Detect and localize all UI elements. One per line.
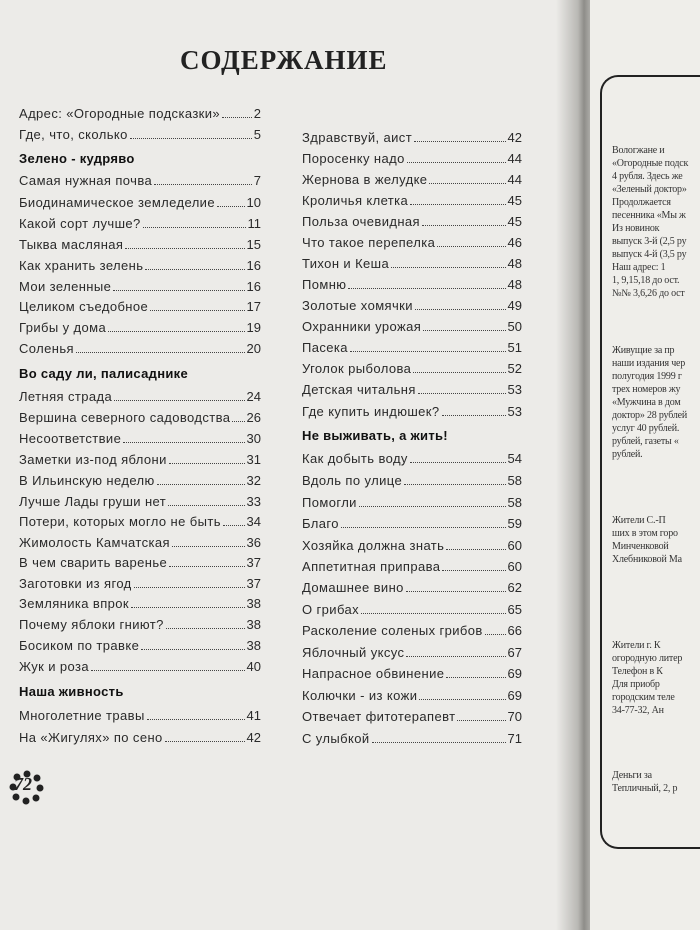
right-page-text: «Огородные подск <box>612 158 689 169</box>
right-page-text: песенника «Мы ж <box>612 210 686 221</box>
toc-entry[interactable]: На «Жигулях» по сено 42 <box>19 730 261 745</box>
toc-entry[interactable]: Помню 48 <box>302 277 522 292</box>
toc-entry[interactable]: О грибах 65 <box>302 602 522 617</box>
right-page-text: Деньги за <box>612 770 652 781</box>
toc-entry[interactable]: Аппетитная приправа 60 <box>302 559 522 574</box>
toc-entry[interactable]: Летняя страда 24 <box>19 389 261 404</box>
right-page-text: трех номеров жу <box>612 384 681 395</box>
toc-entry[interactable]: Вдоль по улице 58 <box>302 473 522 488</box>
right-page-text: огородную литер <box>612 653 683 664</box>
toc-entry[interactable]: Босиком по травке 38 <box>19 638 261 653</box>
right-page-text: выпуск 4-й (3,5 ру <box>612 249 687 260</box>
toc-entry[interactable]: Потери, которых могло не быть 34 <box>19 514 261 529</box>
right-page-text: «Мужчина в дом <box>612 397 681 408</box>
toc-entry[interactable]: Грибы у дома 19 <box>19 320 261 335</box>
toc-entry[interactable]: Польза очевидная 45 <box>302 214 522 229</box>
toc-entry[interactable]: Пасека 51 <box>302 340 522 355</box>
toc-entry[interactable]: Вершина северного садоводства 26 <box>19 410 261 425</box>
right-page-text: Тепличный, 2, р <box>612 783 678 794</box>
toc-entry[interactable]: Какой сорт лучше? 11 <box>19 216 261 231</box>
toc-entry[interactable]: Жимолость Камчатская 36 <box>19 535 261 550</box>
toc-entry[interactable]: Золотые хомячки 49 <box>302 298 522 313</box>
right-page-text: рублей. <box>612 449 643 460</box>
toc-entry[interactable]: Биодинамическое земледелие 10 <box>19 195 261 210</box>
right-page-text: доктор» 28 рублей <box>612 410 688 421</box>
toc-entry[interactable]: Целиком съедобное 17 <box>19 299 261 314</box>
right-page-text: полугодия 1999 г <box>612 371 682 382</box>
right-page-text: 1, 9,15,18 до ост. <box>612 275 680 286</box>
toc-entry[interactable]: Жернова в желудке 44 <box>302 172 522 187</box>
right-page-text: Телефон в К <box>612 666 663 677</box>
toc-entry[interactable]: Где, что, сколько 5 <box>19 127 261 142</box>
toc-entry[interactable]: Кроличья клетка 45 <box>302 193 522 208</box>
toc-entry[interactable]: С улыбкой 71 <box>302 731 522 746</box>
right-page-text: 34-77-32, Ан <box>612 705 664 716</box>
toc-entry[interactable]: Земляника впрок 38 <box>19 596 261 611</box>
toc-entry[interactable]: Мои зеленные 16 <box>19 279 261 294</box>
right-page-text: выпуск 3-й (2,5 ру <box>612 236 687 247</box>
toc-entry[interactable]: Заметки из-под яблони 31 <box>19 452 261 467</box>
toc-entry[interactable]: Многолетние травы 41 <box>19 708 261 723</box>
right-page-text: ших в этом горо <box>612 528 678 539</box>
toc-entry[interactable]: Детская читальня 53 <box>302 382 522 397</box>
toc-entry[interactable]: Заготовки из ягод 37 <box>19 576 261 591</box>
right-page-text: Жители г. К <box>612 640 661 651</box>
right-page-text: городским теле <box>612 692 675 703</box>
toc-entry[interactable]: В чем сварить варенье 37 <box>19 555 261 570</box>
toc-entry[interactable]: Что такое перепелка 46 <box>302 235 522 250</box>
right-page-text: наши издания чер <box>612 358 686 369</box>
right-page-text: «Зеленый доктор» <box>612 184 687 195</box>
toc-entry[interactable]: В Ильинскую неделю 32 <box>19 473 261 488</box>
right-page-text: Наш адрес: 1 <box>612 262 666 273</box>
right-page-text: рублей, газеты « <box>612 436 679 447</box>
right-page-text: 4 рубля. Здесь же <box>612 171 683 182</box>
toc-entry[interactable]: Почему яблоки гниют? 38 <box>19 617 261 632</box>
toc-entry[interactable]: Поросенку надо 44 <box>302 151 522 166</box>
toc-entry[interactable]: Как добыть воду 54 <box>302 451 522 466</box>
right-page-text: услуг 40 рублей. <box>612 423 680 434</box>
right-page-text: Жители С.-П <box>612 515 666 526</box>
toc-entry[interactable]: Благо 59 <box>302 516 522 531</box>
right-page-text: Минченковой <box>612 541 669 552</box>
toc-entry[interactable]: Лучше Лады груши нет 33 <box>19 494 261 509</box>
toc-entry[interactable]: Здравствуй, аист 42 <box>302 130 522 145</box>
toc-entry[interactable]: Соленья 20 <box>19 341 261 356</box>
toc-entry[interactable]: Колючки - из кожи 69 <box>302 688 522 703</box>
toc-entry[interactable]: Где купить индюшек? 53 <box>302 404 522 419</box>
toc-entry[interactable]: Уголок рыболова 52 <box>302 361 522 376</box>
toc-entry[interactable]: Охранники урожая 50 <box>302 319 522 334</box>
toc-entry[interactable]: Напрасное обвинение 69 <box>302 666 522 681</box>
right-page-text: Хлебниковой Ма <box>612 554 682 565</box>
toc-entry[interactable]: Хозяйка должна знать 60 <box>302 538 522 553</box>
toc-entry[interactable]: Тыква масляная 15 <box>19 237 261 252</box>
page-title: СОДЕРЖАНИЕ <box>180 45 388 75</box>
page-number: 72 <box>14 774 32 794</box>
right-page-text: Продолжается <box>612 197 671 208</box>
right-page-text: Вологжане и <box>612 145 665 156</box>
toc-entry[interactable]: Самая нужная почва 7 <box>19 173 261 188</box>
toc-entry[interactable]: Адрес: «Огородные подсказки» 2 <box>19 106 261 121</box>
toc-entry[interactable]: Жук и роза 40 <box>19 659 261 674</box>
section-heading: Наша живность <box>19 684 124 699</box>
toc-entry[interactable]: Помогли 58 <box>302 495 522 510</box>
section-heading: Зелено - кудряво <box>19 151 135 166</box>
right-page-text: Живущие за пр <box>612 345 675 356</box>
section-heading: Не выживать, а жить! <box>302 428 448 443</box>
toc-entry[interactable]: Расколение соленых грибов 66 <box>302 623 522 638</box>
toc-entry[interactable]: Несоответствие 30 <box>19 431 261 446</box>
right-page-text: Для приобр <box>612 679 660 690</box>
toc-entry[interactable]: Тихон и Кеша 48 <box>302 256 522 271</box>
toc-entry[interactable]: Отвечает фитотерапевт 70 <box>302 709 522 724</box>
toc-entry[interactable]: Яблочный уксус 67 <box>302 645 522 660</box>
toc-entry[interactable]: Как хранить зелень 16 <box>19 258 261 273</box>
right-page-text: №№ 3,6,26 до ост <box>612 288 685 299</box>
section-heading: Во саду ли, палисаднике <box>19 366 188 381</box>
right-page-text: Из новинок <box>612 223 660 234</box>
toc-entry[interactable]: Домашнее вино 62 <box>302 580 522 595</box>
